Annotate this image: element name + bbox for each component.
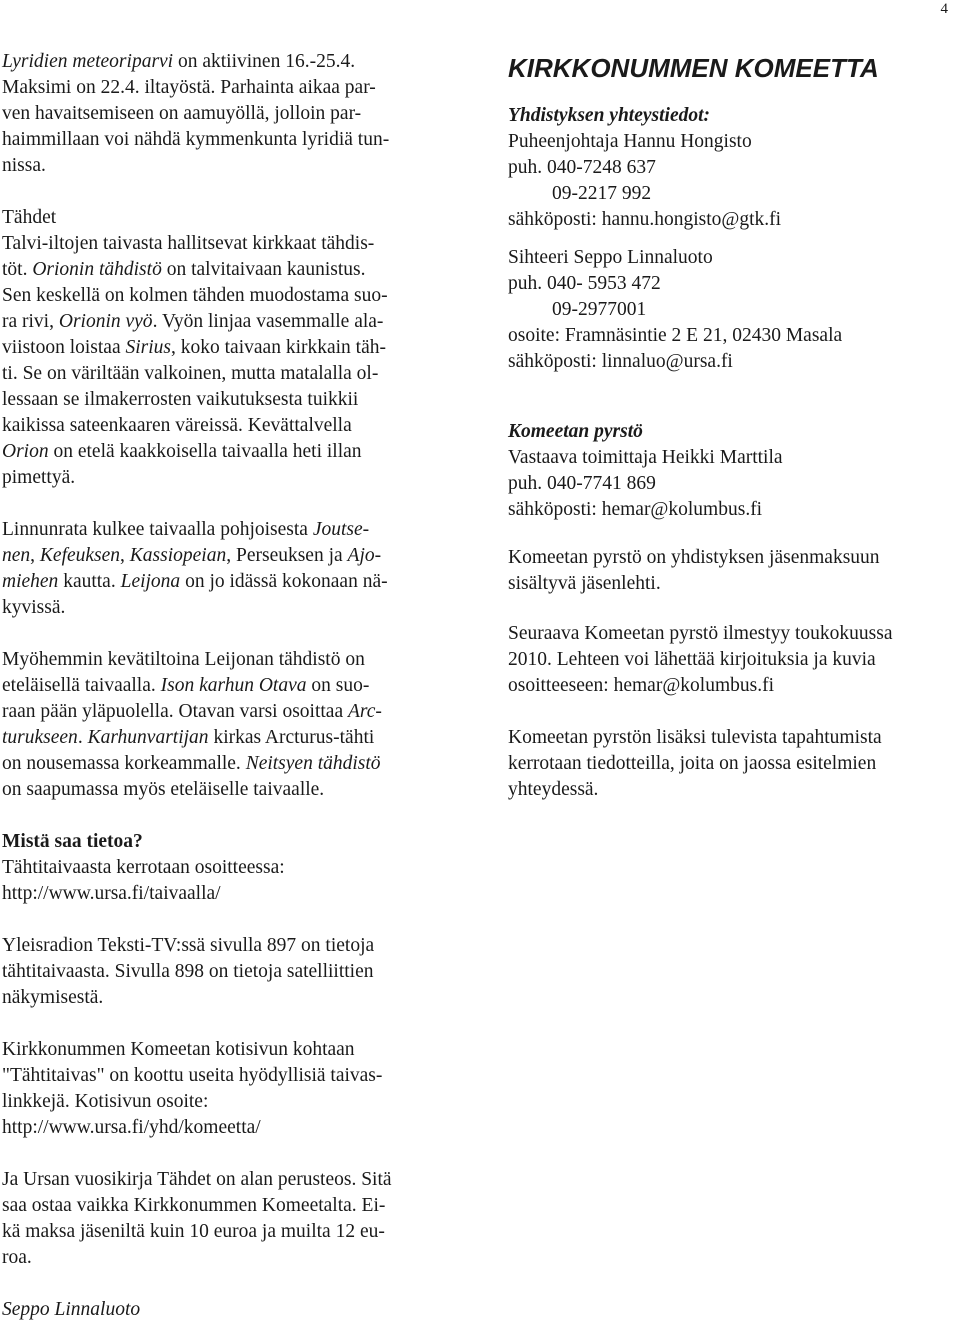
text: kyvissä. (2, 597, 66, 618)
text: . Vyön linjaa vasemmalle ala- (152, 311, 384, 332)
text: Karhunvartijan (87, 727, 209, 748)
text: näkymisestä. (2, 987, 104, 1008)
text: Kirkkonummen Komeetan kotisivun kohtaan (2, 1039, 355, 1060)
right-column (508, 51, 948, 803)
info-heading: Mistä saa tietoa? (2, 831, 143, 852)
text: saa ostaa vaikka Kirkkonummen Komeetalta. Ei- (2, 1195, 386, 1216)
text: lessaan se ilmakerrosten vaikutuksesta tuikkii (2, 389, 359, 410)
text: Tähtitaivaasta kerrotaan osoitteessa: (2, 857, 285, 878)
homepage-paragraph (2, 1037, 452, 1141)
text: "Tähtitaivas" on koottu useita hyödyllisiä taivas- (2, 1065, 383, 1086)
text: Puheenjohtaja Hannu Hongisto (508, 131, 752, 152)
text: Kefeuksen (39, 545, 121, 566)
text: Maksimi on 22.4. iltayöstä. Parhainta aikaa par- (2, 77, 376, 98)
text: , koko taivaan kirkkain täh- (171, 337, 386, 358)
text: on suo- (306, 675, 370, 696)
text: ven havaitsemiseen on aamuyöllä, jolloin par- (2, 103, 362, 124)
text: Talvi-iltojen taivasta hallitsevat kirkkaat tähdis- (2, 233, 375, 254)
page-number: 4 (940, 1, 948, 17)
text: on jo idässä kokonaan nä- (180, 571, 388, 592)
author-signature-block (2, 1297, 452, 1323)
text: Sen keskellä on kolmen tähden muodostama suo- (2, 285, 388, 306)
tail-heading: Komeetan pyrstö (508, 421, 643, 442)
text: Arc- (348, 701, 382, 722)
meteor-shower-name: Lyridien meteoriparvi (2, 51, 174, 72)
text: tähtitaivaasta. Sivulla 898 on tietoja satelliittien (2, 961, 374, 982)
yearbook-paragraph (2, 1167, 452, 1271)
text: pimettyä. (2, 467, 76, 488)
text: Linnunrata kulkee taivaalla pohjoisesta (2, 519, 313, 540)
text: on talvitaivaan kaunistus. (161, 259, 366, 280)
text: 09-2977001 (552, 299, 647, 320)
text: roa. (2, 1247, 32, 1268)
text: nen (2, 545, 31, 566)
author-signature: Seppo Linnaluoto (2, 1299, 141, 1320)
meteor-paragraph (2, 49, 452, 179)
text: nissa. (2, 155, 46, 176)
text: Orionin vyö (58, 311, 153, 332)
text: turukseen (2, 727, 78, 748)
text: osoitteeseen: hemar@kolumbus.fi (508, 675, 774, 696)
text: Komeetan pyrstön lisäksi tulevista tapahtumista (508, 727, 882, 748)
text: Yleisradion Teksti-TV:ssä sivulla 897 on tietoja (2, 935, 375, 956)
text: . (77, 727, 88, 748)
text: Ison karhun Otava (160, 675, 307, 696)
tail-section (508, 419, 948, 523)
stars-section (2, 205, 452, 491)
spring-paragraph (2, 647, 452, 803)
text: puh. 040-7741 869 (508, 473, 656, 494)
text: töt. (2, 259, 33, 280)
contacts-heading: Yhdistyksen yhteystiedot: (508, 105, 711, 126)
left-column (2, 49, 452, 1323)
text: ra rivi, (2, 311, 59, 332)
text: sisältyvä jäsenlehti. (508, 573, 661, 594)
text: viistoon loistaa (2, 337, 126, 358)
text: kirkas Arcturus-tähti (208, 727, 375, 748)
text: Ajo- (347, 545, 382, 566)
text: Vastaava toimittaja Heikki Marttila (508, 447, 783, 468)
text: Leijona (120, 571, 181, 592)
teletext-paragraph (2, 933, 452, 1011)
text: Orion (2, 441, 49, 462)
homepage-url-link[interactable]: http://www.ursa.fi/yhd/komeetta/ (2, 1117, 261, 1138)
text: eteläisellä taivaalla. (2, 675, 161, 696)
text: on nousemassa korkeammalle. (2, 753, 246, 774)
next-issue-paragraph (508, 621, 948, 699)
text: on etelä kaakkoisella taivaalla heti illan (48, 441, 362, 462)
secretary-email: sähköposti: linnaluo@ursa.fi (508, 351, 733, 372)
text: Neitsyen tähdistö (245, 753, 381, 774)
text: 2010. Lehteen voi lähettää kirjoituksia ja kuvia (508, 649, 876, 670)
text: Komeetan pyrstö on yhdistyksen jäsenmaksuun (508, 547, 880, 568)
text: kerrotaan tiedotteilla, joita on jaossa esitelmien (508, 753, 877, 774)
text: Joutse- (312, 519, 370, 540)
text: 09-2217 992 (552, 183, 652, 204)
text: osoite: Framnäsintie 2 E 21, 02430 Masala (508, 325, 843, 346)
text: kaikissa sateenkaaren väreissä. Kevättalvella (2, 415, 352, 436)
text: puh. 040-7248 637 (508, 157, 656, 178)
text: haimmillaan voi nähdä kymmenkunta lyridiä tun- (2, 129, 390, 150)
text: Kassiopeian (129, 545, 227, 566)
text: Sihteeri Seppo Linnaluoto (508, 247, 713, 268)
text: raan pään yläpuolella. Otavan varsi osoittaa (2, 701, 348, 722)
stars-heading: Tähdet (2, 207, 57, 228)
text: , (120, 545, 130, 566)
club-title: KIRKKONUMMEN KOMEETTA (508, 53, 879, 83)
member-paragraph (508, 545, 948, 597)
chairman-email: sähköposti: hannu.hongisto@gtk.fi (508, 209, 782, 230)
editor-email: sähköposti: hemar@kolumbus.fi (508, 499, 763, 520)
text: miehen (2, 571, 59, 592)
secretary-section (508, 245, 948, 375)
text: on saapumassa myös eteläiselle taivaalle. (2, 779, 325, 800)
text: , Perseuksen ja (226, 545, 348, 566)
text: Ja Ursan vuosikirja Tähdet on alan perusteos. Sitä (2, 1169, 392, 1190)
info-section (2, 829, 452, 907)
text: Orionin tähdistö (32, 259, 162, 280)
contacts-section (508, 103, 948, 233)
text: yhteydessä. (508, 779, 599, 800)
text: linkkejä. Kotisivun osoite: (2, 1091, 209, 1112)
text: Myöhemmin kevätiltoina Leijonan tähdistö on (2, 649, 365, 670)
text: ti. Se on väriltään valkoinen, mutta matalalla ol- (2, 363, 379, 384)
sky-url-link[interactable]: http://www.ursa.fi/taivaalla/ (2, 883, 221, 904)
text: kautta. (58, 571, 121, 592)
text: kä maksa jäseniltä kuin 10 euroa ja muilta 12 eu- (2, 1221, 385, 1242)
text: puh. 040- 5953 472 (508, 273, 661, 294)
text: , (30, 545, 40, 566)
milky-way-paragraph (2, 517, 452, 621)
text: on aktiivinen 16.-25.4. (173, 51, 356, 72)
text: Seuraava Komeetan pyrstö ilmestyy toukokuussa (508, 623, 893, 644)
text: Sirius (125, 337, 172, 358)
bulletin-paragraph (508, 725, 948, 803)
